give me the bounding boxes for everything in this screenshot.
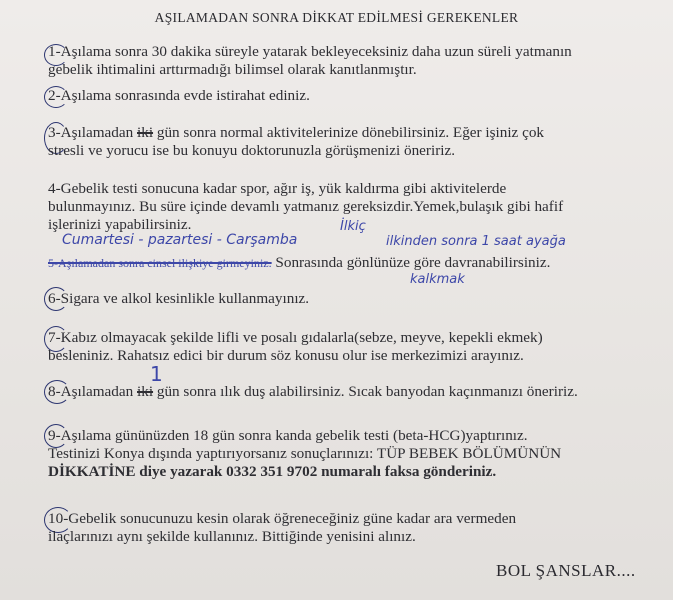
item-9-line-3: DİKKATİNE diye yazarak 0332 351 9702 numaralı faksa gönderiniz. bbox=[48, 463, 497, 480]
item-4-line-2: bulunmayınız. Bu süre içinde devamlı yatmanız gereksizdir.Yemek,bulaşık gibi hafif bbox=[48, 198, 564, 215]
list-item-8 bbox=[48, 383, 660, 401]
item-8-line-1 bbox=[48, 383, 660, 401]
list-item-6 bbox=[48, 290, 660, 308]
list-item-10 bbox=[48, 510, 660, 546]
item-5-text: Sonrasında gönlünüze göre davranabilirsiniz. bbox=[275, 254, 551, 271]
item-3-struck-word: iki bbox=[137, 124, 154, 141]
list-item-5 bbox=[48, 254, 660, 272]
item-10-line-2: ilaçlarınızı aynı şekilde kullanınız. Bittiğinde yenisini alınız. bbox=[48, 528, 416, 545]
item-1-line-2: gebelik ihtimalini arttırmadığı bilimsel olarak kanıtlanmıştır. bbox=[48, 61, 417, 78]
list-item-2 bbox=[48, 87, 660, 105]
item-9-line-2: Testinizi Konya dışında yaptırıyorsanız sonuçlarınızı: TÜP BEBEK BÖLÜMÜNÜN bbox=[48, 445, 562, 462]
list-item-1 bbox=[48, 43, 660, 79]
item-1-line-1: 1-Aşılama sonra 30 dakika süreyle yatarak bekleyeceksiniz daha uzun süreli yatmanın bbox=[48, 43, 572, 60]
handwritten-note-top: İlkiç bbox=[340, 219, 366, 234]
item-3-text-after: gün sonra normal aktivitelerinize dönebilirsiniz. Eğer işiniz çok bbox=[153, 124, 545, 141]
item-8-text-after: gün sonra ılık duş alabilirsiniz. Sıcak banyodan kaçınmanızı öneririz. bbox=[153, 383, 578, 400]
item-8-text-before: 8-Aşılamadan bbox=[48, 383, 137, 400]
item-10-line-1: 10-Gebelik sonucunuzu kesin olarak öğreneceğiniz güne kadar ara vermeden bbox=[48, 510, 517, 527]
item-8-struck-word: iki bbox=[137, 383, 154, 400]
handwritten-note-right: ilkinden sonra 1 saat ayağa bbox=[386, 234, 566, 249]
list-item-9 bbox=[48, 427, 660, 481]
item-5-line-1 bbox=[48, 254, 660, 272]
item-3-text-before: 3-Aşılamadan bbox=[48, 124, 137, 141]
item-4-line-1: 4-Gebelik testi sonucuna kadar spor, ağır iş, yük kaldırma gibi aktivitelerde bbox=[48, 180, 507, 197]
closing-text: BOL ŞANSLAR.... bbox=[496, 561, 636, 580]
item-6-line-1: 6-Sigara ve alkol kesinlikle kullanmayınız. bbox=[48, 290, 310, 307]
handwritten-number: 1 bbox=[150, 362, 163, 386]
item-3-line-2: stresli ve yorucu ise bu konuyu doktorunuzla görüşmenizi öneririz. bbox=[48, 142, 456, 159]
item-3-line-1 bbox=[48, 124, 660, 142]
handwritten-note-bottom: kalkmak bbox=[410, 272, 465, 287]
item-2-line-1: 2-Aşılama sonrasında evde istirahat ediniz. bbox=[48, 87, 310, 104]
item-5-struck-text: 5-Aşılamadan sonra cinsel ilişkiye girmeyiniz. bbox=[48, 256, 272, 270]
item-7-line-1: 7-Kabız olmayacak şekilde lifli ve posalı gıdalarla(sebze, meyve, kepekli ekmek) bbox=[48, 329, 543, 346]
item-4-line-3: işlerinizi yapabilirsiniz. bbox=[48, 216, 192, 233]
document-title: AŞILAMADAN SONRA DİKKAT EDİLMESİ GEREKENLER bbox=[154, 10, 519, 25]
handwritten-note-days: Cumartesi - pazartesi - Carşamba bbox=[62, 232, 298, 248]
list-item-7 bbox=[48, 329, 660, 365]
item-7-line-2: besleniniz. Rahatsız edici bir durum söz konusu olur ise merkezimizi arayınız. bbox=[48, 347, 524, 364]
list-item-3 bbox=[48, 124, 660, 160]
item-9-line-1: 9-Aşılama gününüzden 18 gün sonra kanda gebelik testi (beta-HCG)yaptırınız. bbox=[48, 427, 528, 444]
